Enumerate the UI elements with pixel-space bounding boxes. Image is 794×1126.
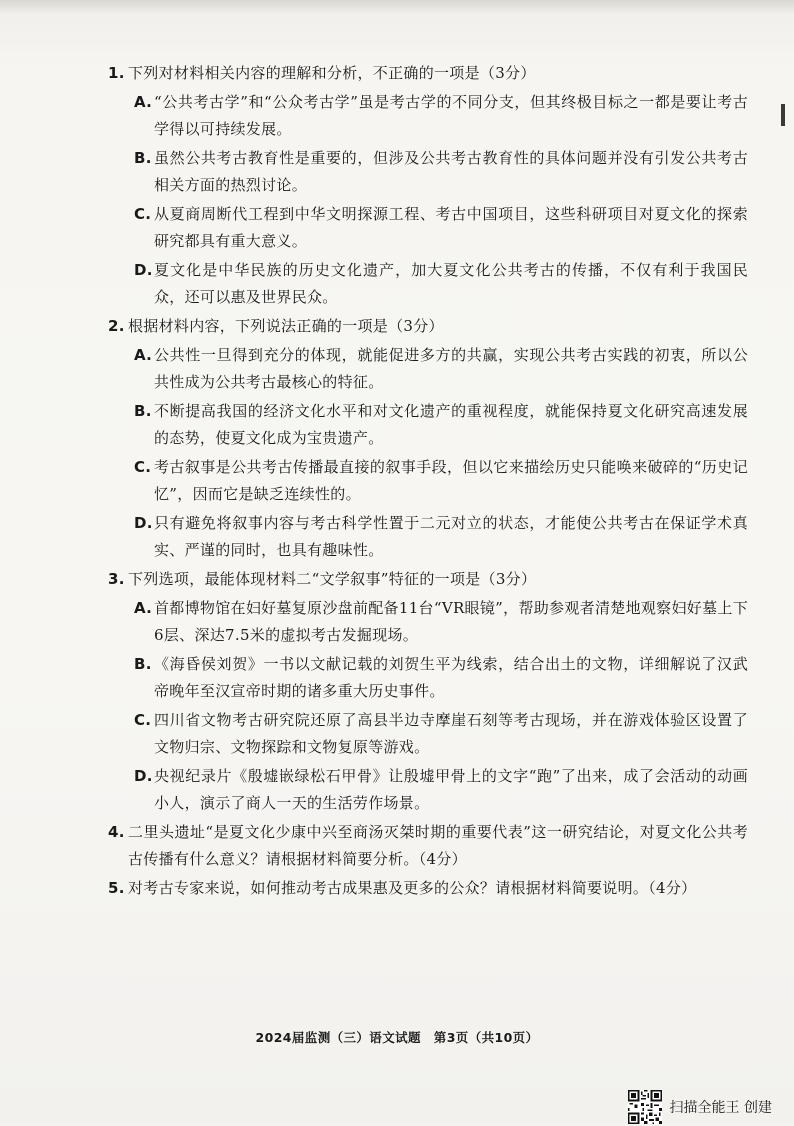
question-text: 二里头遗址“是夏文化少康中兴至商汤灭桀时期的重要代表”这一研究结论，对夏文化公共考古传播有什么意义？请根据材料简要分析。（4分） — [128, 823, 748, 868]
option-text: “公共考古学”和“公众考古学”虽是考古学的不同分支，但其终极目标之一都是要让考古学得以可持续发展。 — [154, 93, 748, 138]
option-letter: D. — [134, 261, 153, 279]
option-c — [108, 454, 748, 508]
question-text: 对考古专家来说，如何推动考古成果惠及更多的公众？请根据材料简要说明。（4分） — [128, 879, 697, 897]
option-text: 央视纪录片《殷墟嵌绿松石甲骨》让殷墟甲骨上的文字“跑”了出来，成了会活动的动画小人，演示了商人一天的生活劳作场景。 — [154, 767, 748, 812]
question-2 — [108, 313, 748, 566]
option-text: 考古叙事是公共考古传播最直接的叙事手段，但以它来描绘历史只能唤来破碎的“历史记忆”，因而它是缺乏连续性的。 — [154, 458, 748, 503]
option-c — [108, 201, 748, 255]
qr-code-icon — [628, 1090, 662, 1124]
question-text: 下列选项，最能体现材料二“文学叙事”特征的一项是（3分） — [128, 570, 537, 588]
option-letter: D. — [134, 767, 153, 785]
scanner-watermark — [628, 1088, 772, 1126]
question-list — [108, 60, 748, 904]
option-text: 不断提高我国的经济文化水平和对文化遗产的重视程度，就能保持夏文化研究高速发展的态势，使夏文化成为宝贵遗产。 — [154, 402, 748, 447]
option-b — [108, 398, 748, 452]
option-letter: A. — [134, 599, 153, 617]
option-a — [108, 595, 748, 649]
option-text: 公共性一旦得到充分的体现，就能促进多方的共赢，实现公共考古实践的初衷，所以公共性成为公共考古最核心的特征。 — [154, 346, 748, 391]
question-number: 4. — [108, 823, 125, 841]
option-letter: A. — [134, 93, 153, 111]
question-3 — [108, 566, 748, 819]
option-c — [108, 707, 748, 761]
option-text: 只有避免将叙事内容与考古科学性置于二元对立的状态，才能使公共考古在保证学术真实、严谨的同时，也具有趣味性。 — [154, 514, 748, 559]
option-text: 夏文化是中华民族的历史文化遗产，加大夏文化公共考古的传播，不仅有利于我国民众，还可以惠及世界民众。 — [154, 261, 748, 306]
question-number: 1. — [108, 64, 125, 82]
question-stem — [108, 875, 748, 902]
option-letter: C. — [134, 711, 152, 729]
option-text: 四川省文物考古研究院还原了高县半边寺摩崖石刻等考古现场，并在游戏体验区设置了文物归宗、文物探踪和文物复原等游戏。 — [154, 711, 748, 756]
option-text: 虽然公共考古教育性是重要的，但涉及公共考古教育性的具体问题并没有引发公共考古相关方面的热烈讨论。 — [154, 149, 748, 194]
option-d — [108, 257, 748, 311]
option-letter: C. — [134, 205, 152, 223]
option-b — [108, 145, 748, 199]
option-letter: B. — [134, 402, 152, 420]
question-1 — [108, 60, 748, 313]
option-a — [108, 89, 748, 143]
option-letter: B. — [134, 149, 152, 167]
question-number: 3. — [108, 570, 125, 588]
question-stem — [108, 313, 748, 340]
scanner-label: 扫描全能王 创建 — [669, 1100, 772, 1116]
option-letter: D. — [134, 514, 153, 532]
option-text: 《海昏侯刘贺》一书以文献记载的刘贺生平为线索，结合出土的文物，详细解说了汉武帝晚年至汉宣帝时期的诸多重大历史事件。 — [154, 655, 748, 700]
page-footer: 2024届监测（三）语文试题 第3页（共10页） — [255, 1030, 539, 1045]
option-letter: C. — [134, 458, 152, 476]
option-text: 从夏商周断代工程到中华文明探源工程、考古中国项目，这些科研项目对夏文化的探索研究都具有重大意义。 — [154, 205, 748, 250]
question-stem — [108, 566, 748, 593]
question-stem — [108, 60, 748, 87]
option-a — [108, 342, 748, 396]
option-d — [108, 510, 748, 564]
option-b — [108, 651, 748, 705]
scan-top-edge — [0, 0, 794, 14]
question-5 — [108, 875, 748, 904]
option-d — [108, 763, 748, 817]
question-number: 2. — [108, 317, 125, 335]
question-text: 根据材料内容，下列说法正确的一项是（3分） — [128, 317, 444, 335]
option-text: 首都博物馆在妇好墓复原沙盘前配备11台“VR眼镜”，帮助参观者清楚地观察妇好墓上下6层、深达7.5米的虚拟考古发掘现场。 — [154, 599, 748, 644]
scan-binding-mark — [781, 104, 785, 126]
question-stem — [108, 819, 748, 873]
question-text: 下列对材料相关内容的理解和分析，不正确的一项是（3分） — [128, 64, 536, 82]
option-letter: B. — [134, 655, 152, 673]
option-letter: A. — [134, 346, 153, 364]
question-4 — [108, 819, 748, 875]
question-number: 5. — [108, 879, 125, 897]
